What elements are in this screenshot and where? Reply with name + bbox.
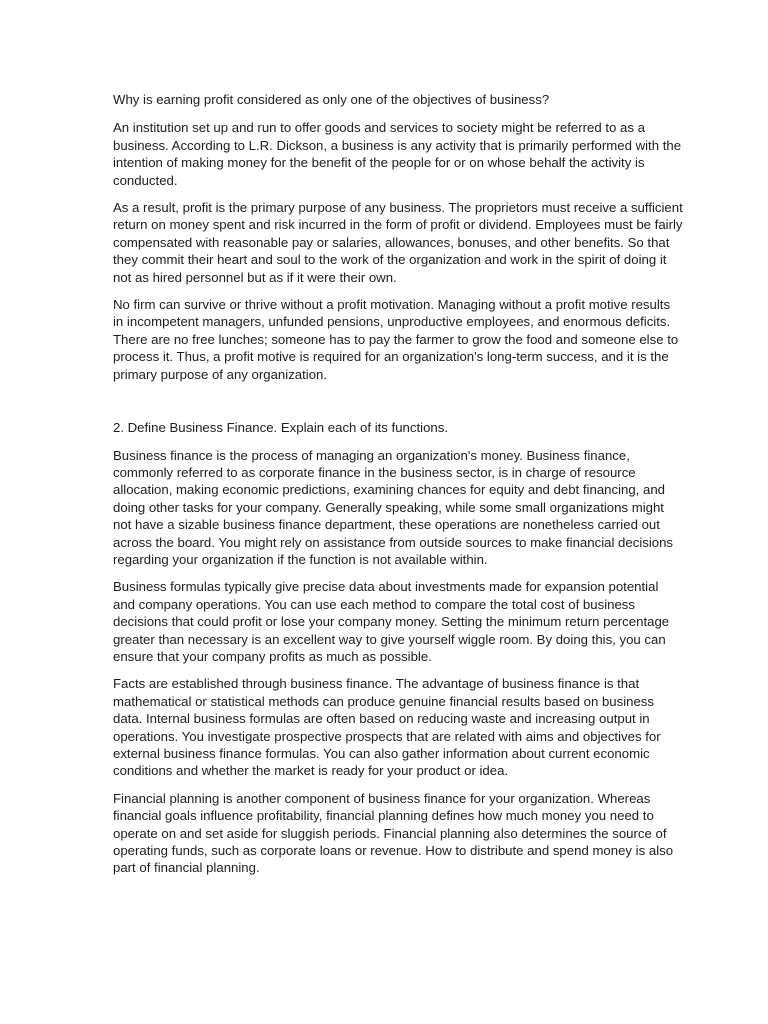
paragraph: An institution set up and run to offer goods and services to society might be referred to as a business. According to L.R. Dickson, a business is any activity that is primarily performed with the intention of making money for the benefit of the people for or on whose behalf the activity is conducted. bbox=[113, 120, 682, 188]
paragraph: No firm can survive or thrive without a profit motivation. Managing without a profit motive results in incompetent managers, unfunded pensions, unproductive employees, and enormous deficits. There are no free lunches; someone has to pay the farmer to grow the food and someone else to process it. Thus, a profit motive is required for an organization's long-term success, and it is the primary purpose of any organization. bbox=[113, 297, 679, 382]
question-2: 2. Define Business Finance. Explain each of its functions. bbox=[113, 420, 448, 436]
paragraph: As a result, profit is the primary purpose of any business. The proprietors must receive a sufficient return on money spent and risk incurred in the form of profit or dividend. Employees must be fairly compensated with reasonable pay or salaries, allowances, bonuses, and other benefits. So that they commit their heart and soul to the work of the organization and work in the spirit of doing it not as hired personnel but as if it were their own. bbox=[113, 200, 683, 285]
paragraph: Business formulas typically give precise data about investments made for expansion potential and company operations. You can use each method to compare the total cost of business decisions that could profit or lose your company money. Setting the minimum return percentage greater than necessary is an excellent way to give yourself wiggle room. By doing this, you can ensure that your company profits as much as possible. bbox=[113, 579, 670, 664]
paragraph: Facts are established through business finance. The advantage of business finance is that mathematical or statistical methods can produce genuine financial results based on business data. Internal business formulas are often based on reducing waste and increasing output in operations. You investigate prospective prospects that are related with aims and objectives for external business finance formulas. You can also gather information about current economic conditions and whether the market is ready for your product or idea. bbox=[113, 676, 661, 779]
paragraph: Business finance is the process of managing an organization's money. Business finance, commonly referred to as corporate finance in the business sector, is in charge of resource allocation, making economic predictions, examining chances for equity and debt financing, and doing other tasks for your company. Generally speaking, while some small organizations might not have a sizable business finance department, these operations are nonetheless carried out across the board. You might rely on assistance from outside sources to make financial decisions regarding your organization if the function is not available within. bbox=[113, 447, 674, 567]
document-body bbox=[113, 91, 683, 887]
section-gap bbox=[113, 393, 683, 419]
question-1: Why is earning profit considered as only one of the objectives of business? bbox=[113, 92, 550, 107]
paragraph: Financial planning is another component of business finance for your organization. Whereas financial goals influence profitability, financial planning defines how much money you need to operate on and set aside for sluggish periods. Financial planning also determines the source of operating funds, such as corporate loans or revenue. How to distribute and spend money is also part of financial planning. bbox=[113, 790, 674, 876]
